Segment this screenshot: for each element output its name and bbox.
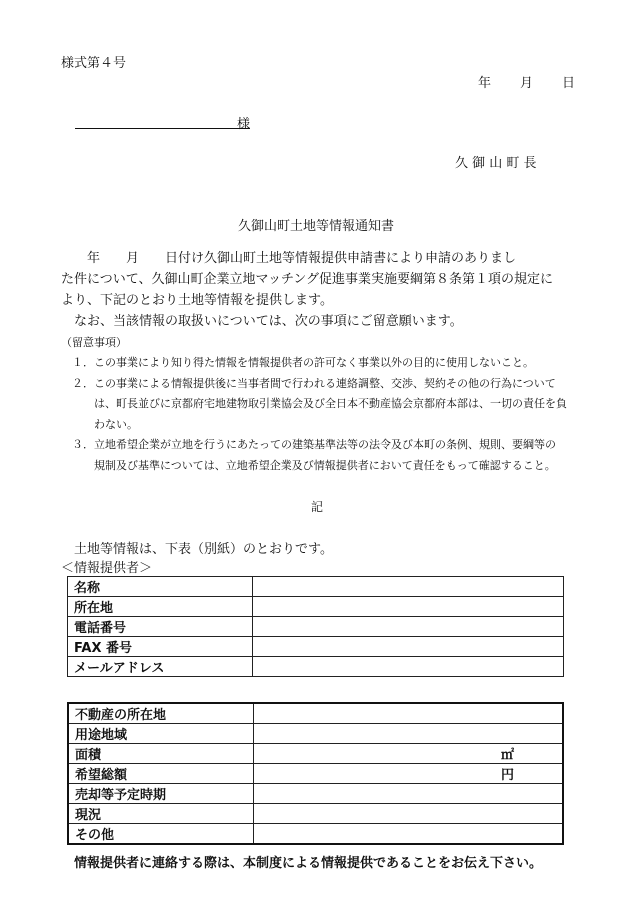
provider-label: FAX 番号 bbox=[68, 637, 253, 657]
property-value[interactable]: ㎡ bbox=[254, 744, 564, 764]
provider-label: 所在地 bbox=[68, 597, 253, 617]
provider-table bbox=[67, 576, 564, 677]
notes-heading: （留意事項） bbox=[61, 336, 127, 349]
table-row bbox=[68, 657, 564, 677]
body-paragraph bbox=[61, 248, 576, 332]
footer-note: 情報提供者に連絡する際は、本制度による情報提供であることをお伝え下さい。 bbox=[74, 856, 543, 871]
property-label: 希望総額 bbox=[68, 764, 254, 784]
provider-value[interactable] bbox=[253, 617, 564, 637]
table-row bbox=[68, 764, 563, 784]
document-title: 久御山町土地等情報通知書 bbox=[238, 219, 395, 234]
statement: 土地等情報は、下表（別紙）のとおりです。 bbox=[61, 542, 333, 557]
table-row bbox=[68, 804, 563, 824]
provider-value[interactable] bbox=[253, 577, 564, 597]
property-value[interactable] bbox=[254, 824, 564, 845]
property-label: 面積 bbox=[68, 744, 254, 764]
property-value[interactable] bbox=[254, 784, 564, 804]
table-row bbox=[68, 744, 563, 764]
provider-label: 名称 bbox=[68, 577, 253, 597]
property-value[interactable] bbox=[254, 724, 564, 744]
property-value[interactable] bbox=[254, 804, 564, 824]
date-line: 年 月 日 bbox=[478, 76, 577, 91]
note-line: １．この事業により知り得た情報を情報提供者の許可なく事業以外の目的に使用しないこと。 bbox=[61, 356, 534, 369]
note-line: わない。 bbox=[61, 417, 138, 431]
property-value[interactable]: 円 bbox=[254, 764, 564, 784]
body-line: より、下記のとおり土地等情報を提供します。 bbox=[61, 293, 333, 308]
note-line: ３．立地希望企業が立地を行うにあたっての建築基準法等の法令及び本町の条例、規則、要綱等の bbox=[61, 438, 556, 451]
notes-list bbox=[61, 353, 581, 476]
note-line: 規制及び基準については、立地希望企業及び情報提供者において責任をもって確認すること。 bbox=[61, 458, 556, 472]
body-line: た件について、久御山町企業立地マッチング促進事業実施要綱第８条第１項の規定に bbox=[61, 272, 554, 287]
ki-heading: 記 bbox=[311, 500, 324, 514]
note-line: は、町長並びに京都府宅地建物取引業協会及び全日本不動産協会京都府本部は、一切の責任を負 bbox=[61, 397, 567, 410]
provider-heading: ＜情報提供者＞ bbox=[61, 561, 153, 576]
provider-label: 電話番号 bbox=[68, 617, 253, 637]
table-row bbox=[68, 784, 563, 804]
table-row bbox=[68, 617, 564, 637]
property-label: 現況 bbox=[68, 804, 254, 824]
property-label: 不動産の所在地 bbox=[68, 703, 254, 724]
property-label: 売却等予定時期 bbox=[68, 784, 254, 804]
property-label: その他 bbox=[68, 824, 254, 845]
table-row bbox=[68, 637, 564, 657]
table-row bbox=[68, 824, 563, 845]
provider-value[interactable] bbox=[253, 637, 564, 657]
property-value[interactable] bbox=[254, 703, 564, 724]
provider-label: メールアドレス bbox=[68, 657, 253, 677]
table-row bbox=[68, 597, 564, 617]
body-line: 年 月 日付け久御山町土地等情報提供申請書により申請のありまし bbox=[61, 251, 517, 266]
provider-value[interactable] bbox=[253, 657, 564, 677]
addressee-suffix: 様 bbox=[237, 117, 251, 132]
property-table bbox=[67, 702, 564, 845]
table-row bbox=[68, 577, 564, 597]
table-row bbox=[68, 703, 563, 724]
property-label: 用途地域 bbox=[68, 724, 254, 744]
note-line: ２．この事業による情報提供後に当事者間で行われる連絡調整、交渉、契約その他の行為について bbox=[61, 376, 556, 390]
provider-value[interactable] bbox=[253, 597, 564, 617]
addressee-underline bbox=[75, 128, 250, 129]
table-row bbox=[68, 724, 563, 744]
sender: 久 御 山 町 長 bbox=[455, 156, 537, 171]
form-number: 様式第４号 bbox=[61, 56, 127, 71]
body-line: なお、当該情報の取扱いについては、次の事項にご留意願います。 bbox=[61, 314, 463, 329]
